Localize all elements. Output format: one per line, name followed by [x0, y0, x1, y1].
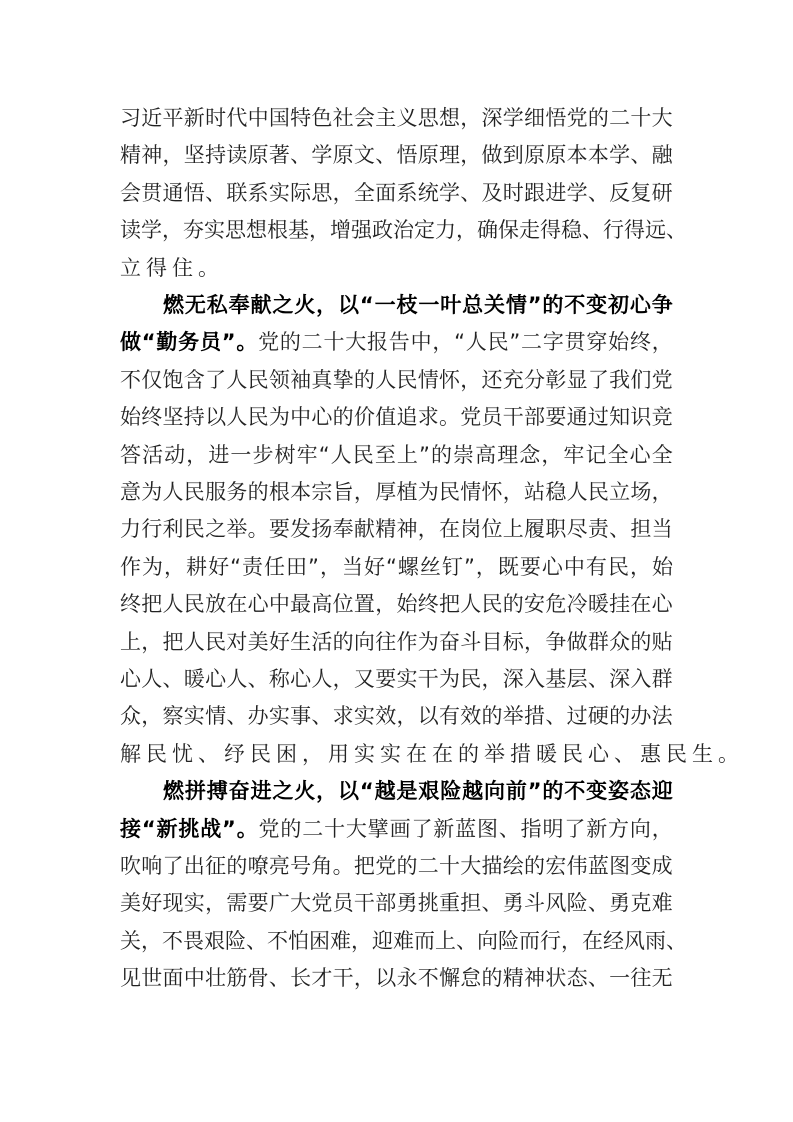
text-line: 众 ， 察 实 情 、 办 实 事 、 求 实 效 ， 以 有 效 的 举 措 、 过 硬 的 办 法: [120, 704, 673, 729]
text-line: 解 民 忧 、 纾 民 困 ， 用 实 实 在 在 的 举 措 暖 民 心 、 惠 民 生 。: [120, 741, 744, 766]
text-line: 见 世 面 中 壮 筋 骨 、 长 才 干 ， 以 永 不 懈 怠 的 精 神 状 态 、 一 往 无: [120, 966, 673, 991]
text-line: 不 仅 饱 含 了 人 民 领 袖 真 挚 的 人 民 情 怀 ， 还 充 分 彰 显 了 我 们 党: [120, 367, 673, 392]
text-line: 习 近 平 新 时 代 中 国 特 色 社 会 主 义 思 想 ， 深 学 细 悟 党 的 二 十 大: [120, 106, 673, 130]
text-line: 作 为 ， 耕 好 “ 责 任 田 ” ， 当 好 “ 螺 丝 钉 ” ， 既 要 心 中 有 民 ， 始: [120, 554, 673, 579]
heading-line: 接 “ 新 挑 战 ” 。 党 的 二 十 大 擘 画 了 新 蓝 图 、 指 明 了 新 方 向 ，: [120, 816, 673, 841]
text-line: 心 人 、 暖 心 人 、 称 心 人 ， 又 要 实 干 为 民 ， 深 入 基 层 、 深 入 群: [120, 667, 673, 691]
text-line: 力 行 利 民 之 举 。 要 发 扬 奉 献 精 神 ， 在 岗 位 上 履 职 尽 责 、 担 当: [120, 517, 673, 542]
text-line: 答 活 动 ， 进 一 步 树 牢 “ 人 民 至 上 ” 的 崇 高 理 念 ， 牢 记 全 心 全: [120, 442, 673, 467]
text-line: 美 好 现 实 ， 需 要 广 大 党 员 干 部 勇 挑 重 担 、 勇 斗 风 险 、 勇 克 难: [120, 891, 673, 916]
heading-line: 燃 无 私 奉 献 之 火 ， 以 “ 一 枝 一 叶 总 关 情 ” 的 不 变 初 心 争: [163, 293, 673, 317]
text-line: 终 把 人 民 放 在 心 中 最 高 位 置 ， 始 终 把 人 民 的 安 危 冷 暖 挂 在 心: [120, 592, 673, 617]
heading-line: 燃 拼 搏 奋 进 之 火 ， 以 “ 越 是 艰 险 越 向 前 ” 的 不 变 姿 态 迎: [163, 779, 673, 804]
heading-line: 做 “ 勤 务 员 ” 。 党 的 二 十 大 报 告 中 ， “ 人 民 ” 二 字 贯 穿 始 终 ，: [120, 330, 673, 355]
text-line: 意 为 人 民 服 务 的 根 本 宗 旨 ， 厚 植 为 民 情 怀 ， 站 稳 人 民 立 场 ，: [120, 480, 673, 504]
text-line: 立 得 住 。: [120, 255, 224, 280]
text-line: 上 ， 把 人 民 对 美 好 生 活 的 向 往 作 为 奋 斗 目 标 ， 争 做 群 众 的 贴: [120, 629, 673, 654]
text-line: 精 神 ， 坚 持 读 原 著 、 学 原 文 、 悟 原 理 ， 做 到 原 原 本 本 学 、 融: [120, 143, 673, 168]
text-line: 会 贯 通 悟 、 联 系 实 际 思 ， 全 面 系 统 学 、 及 时 跟 进 学 、 反 复 研: [120, 180, 673, 205]
text-line: 吹 响 了 出 征 的 嘹 亮 号 角 。 把 党 的 二 十 大 描 绘 的 宏 伟 蓝 图 变 成: [120, 854, 673, 878]
text-line: 读 学 ， 夯 实 思 想 根 基 ， 增 强 政 治 定 力 ， 确 保 走 得 稳 、 行 得 远 、: [120, 218, 687, 243]
text-line: 始 终 坚 持 以 人 民 为 中 心 的 价 值 追 求 。 党 员 干 部 要 通 过 知 识 竞: [120, 405, 673, 430]
text-line: 关 ， 不 畏 艰 险 、 不 怕 困 难 ， 迎 难 而 上 、 向 险 而 行 ， 在 经 风 雨 、: [120, 928, 687, 953]
